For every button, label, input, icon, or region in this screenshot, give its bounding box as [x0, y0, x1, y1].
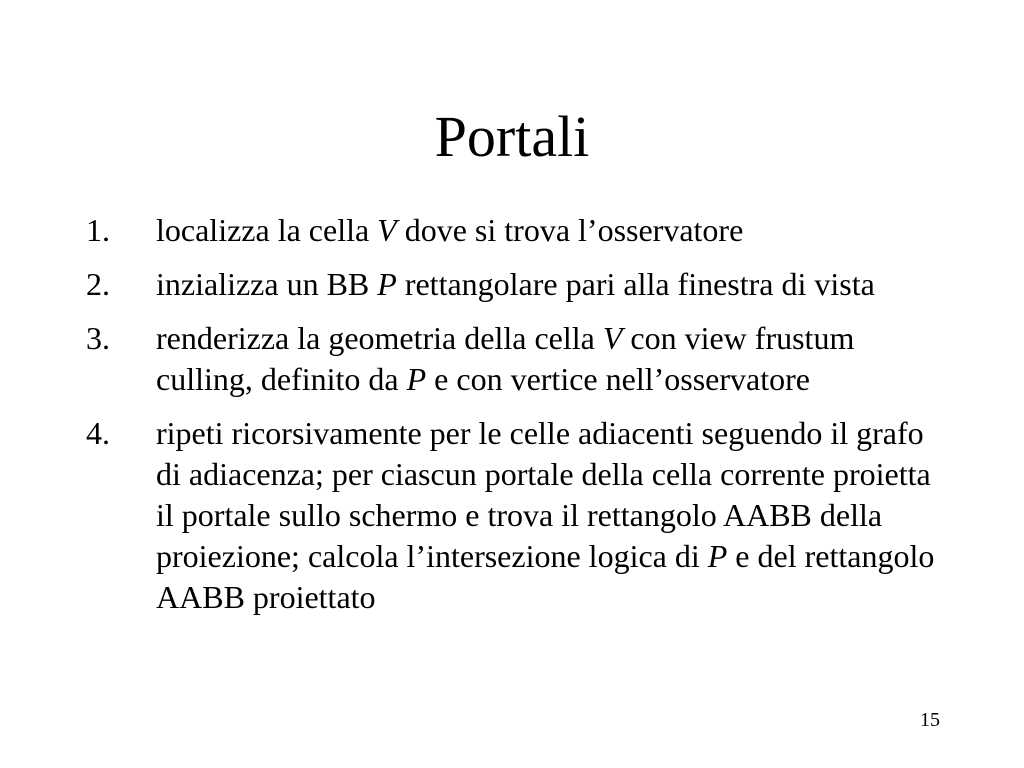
- variable: P: [707, 538, 728, 574]
- item-text: localizza la cella: [156, 212, 378, 248]
- list-item-4: [86, 413, 946, 618]
- slide-title: Portali: [434, 104, 590, 169]
- item-number: 1.: [86, 212, 110, 248]
- item-number: 2.: [86, 266, 110, 302]
- item-number: 3.: [86, 320, 110, 356]
- item-text: inzializza un BB: [156, 266, 378, 302]
- variable: P: [377, 266, 397, 302]
- item-number: 4.: [86, 415, 110, 451]
- item-text: dove si trova l’osservatore: [396, 212, 744, 248]
- item-text: rettangolare pari alla finestra di vista: [396, 266, 875, 302]
- list-item-3: [86, 318, 946, 400]
- list-item-2: [86, 264, 946, 305]
- item-text: ripeti ricorsivamente per le celle adiacenti seguendo il grafo di adiacenza; per ciascun portale della cella corrente proietta il portale sullo schermo e trova il rettangolo AABB della proiezione; calcola l’intersezione logica di: [156, 415, 931, 574]
- variable: P: [406, 361, 427, 397]
- item-text: con view frustum culling, definito da: [156, 320, 855, 397]
- item-text: renderizza la geometria della cella: [156, 320, 603, 356]
- variable: V: [377, 212, 397, 248]
- page-number: 15: [920, 709, 940, 731]
- variable: V: [602, 320, 623, 356]
- item-text: e con vertice nell’osservatore: [426, 361, 810, 397]
- item-text: e del rettangolo AABB proiettato: [156, 538, 935, 615]
- list-item-1: [86, 210, 946, 251]
- steps-list: [86, 210, 946, 631]
